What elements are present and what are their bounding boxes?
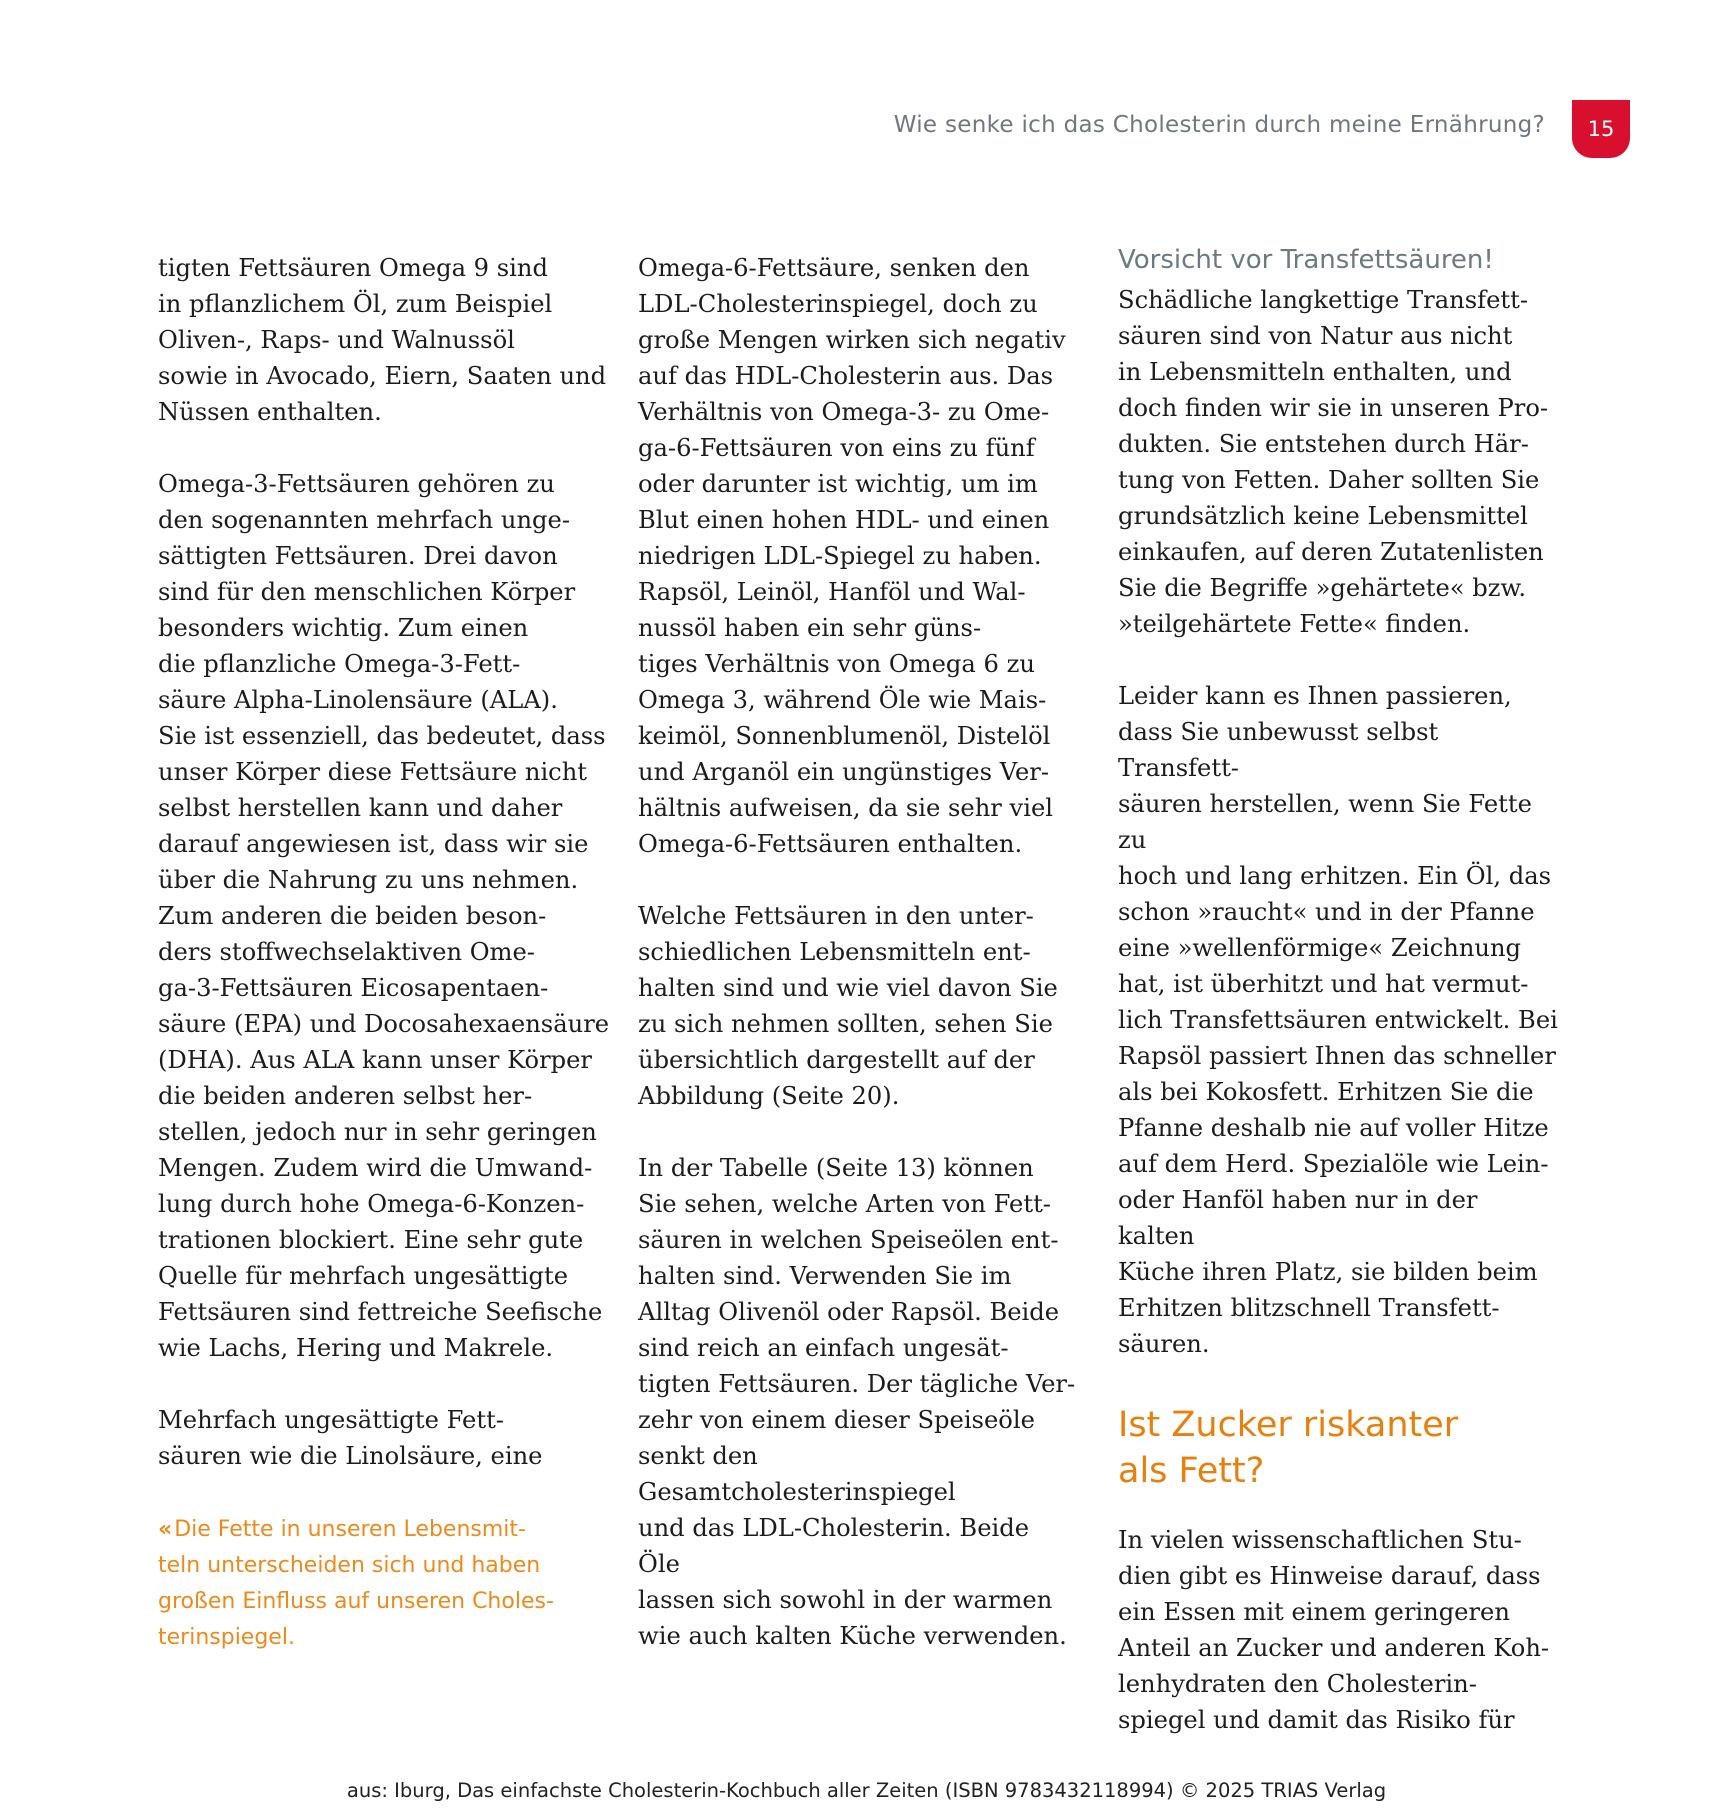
pull-quote-text: Die Fette in unseren Lebensmit- teln unterscheiden sich und haben großen Einfluss auf unseren Choles- terinspiegel. (158, 1517, 554, 1650)
page-number: 15 (1587, 117, 1615, 141)
column-3 (1118, 245, 1558, 1774)
source-citation: aus: Iburg, Das einfachste Cholesterin-Kochbuch aller Zeiten (ISBN 9783432118994) © 2025 TRIAS Verlag (346, 1779, 1387, 1802)
body-paragraph: Omega-3-Fettsäuren gehören zu den sogenannten mehrfach unge- sättigten Fettsäuren. Drei davon sind für den menschlichen Körper besonders wichtig. Zum einen die pflanzliche Omega-3-Fett- säure Alpha-Linolensäure (ALA). Sie ist essenziell, das bedeutet, dass unser Körper diese Fettsäure nicht selbst herstellen kann und daher darauf angewiesen ist, dass wir sie über die Nahrung zu uns nehmen. Zum anderen die beiden beson- ders stoffwechselaktiven Ome- ga-3-Fettsäuren Eicosapentaen- säure (EPA) und Docosahexaensäure (DHA). Aus ALA kann unser Körper die beiden anderen selbst her- stellen, jedoch nur in sehr geringen Mengen. Zudem wird die Umwand- lung durch hohe Omega-6-Konzen- trationen blockiert. Eine sehr gute Quelle für mehrfach ungesättigte Fettsäuren sind fettreiche Seefische wie Lachs, Hering und Makrele. (158, 470, 610, 1362)
section-heading: Ist Zucker riskanter als Fett? (1118, 1405, 1459, 1491)
running-title: Wie senke ich das Cholesterin durch meine Ernährung? (893, 112, 1545, 138)
body-paragraph: In vielen wissenschaftlichen Stu- dien gibt es Hinweise darauf, dass ein Essen mit einem geringeren Anteil an Zucker und anderen Koh- lenhydraten den Cholesterin- spiegel und damit das Risiko für (1118, 1526, 1550, 1734)
body-paragraph: Welche Fettsäuren in den unter- schiedlichen Lebensmitteln ent- halten sind und wie viel davon Sie zu sich nehmen sollten, sehen Sie übersichtlich dargestellt auf der Abbildung (Seite 20). (638, 902, 1058, 1110)
body-paragraph: Mehrfach ungesättigte Fett- säuren wie die Linolsäure, eine (158, 1406, 543, 1470)
body-paragraph: Schädliche langkettige Transfett- säuren sind von Natur aus nicht in Lebensmitteln enthalten, und doch finden wir sie in unseren Pro- dukten. Sie entstehen durch Här- tung von Fetten. Daher sollten Sie grundsätzlich keine Lebensmittel einkaufen, auf deren Zutatenlisten Sie die Begriffe »gehärtete« bzw. »teilgehärtete Fette« finden. (1118, 286, 1549, 638)
page-number-badge (1572, 100, 1630, 158)
quote-marker-icon: « (158, 1517, 173, 1542)
pull-quote (158, 1512, 613, 1656)
column-1 (158, 250, 613, 1656)
body-paragraph: tigten Fettsäuren Omega 9 sind in pflanzlichem Öl, zum Beispiel Oliven-, Raps- und Walnussöl sowie in Avocado, Eiern, Saaten und Nüssen enthalten. (158, 254, 607, 426)
body-paragraph: Leider kann es Ihnen passieren, dass Sie unbewusst selbst Transfett- säuren herstellen, wenn Sie Fette zu hoch und lang erhitzen. Ein Öl, das schon »raucht« und in der Pfanne eine »wellenförmige« Zeichnung hat, ist überhitzt und hat vermut- lich Transfettsäuren entwickelt. Bei Rapsöl passiert Ihnen das schneller als bei Kokosfett. Erhitzen Sie die Pfanne deshalb nie auf voller Hitze auf dem Herd. Spezialöle wie Lein- oder Hanföl haben nur in der kalten Küche ihren Platz, sie bilden beim Erhitzen blitzschnell Transfett- säuren. (1118, 682, 1558, 1358)
section-subheading: Vorsicht vor Transfettsäuren! (1118, 245, 1494, 275)
column-2 (638, 250, 1078, 1690)
body-paragraph: Omega-6-Fettsäure, senken den LDL-Cholesterinspiegel, doch zu große Mengen wirken sich negativ auf das HDL-Cholesterin aus. Das Verhältnis von Omega-3- zu Ome- ga-6-Fettsäuren von eins zu fünf oder darunter ist wichtig, um im Blut einen hohen HDL- und einen niedrigen LDL-Spiegel zu haben. Rapsöl, Leinöl, Hanföl und Wal- nussöl haben ein sehr güns- tiges Verhältnis von Omega 6 zu Omega 3, während Öle wie Mais- keimöl, Sonnenblumenöl, Distelöl und Arganöl ein ungünstiges Ver- hältnis aufweisen, da sie sehr viel Omega-6-Fettsäuren enthalten. (638, 254, 1066, 858)
body-paragraph: In der Tabelle (Seite 13) können Sie sehen, welche Arten von Fett- säuren in welchen Speiseölen ent- halten sind. Verwenden Sie im Alltag Olivenöl oder Rapsöl. Beide sind reich an einfach ungesät- tigten Fettsäuren. Der tägliche Ver- zehr von einem dieser Speiseöle senkt den Gesamtcholesterinspiegel und das LDL-Cholesterin. Beide Öle lassen sich sowohl in der warmen wie auch kalten Küche verwenden. (638, 1154, 1076, 1650)
